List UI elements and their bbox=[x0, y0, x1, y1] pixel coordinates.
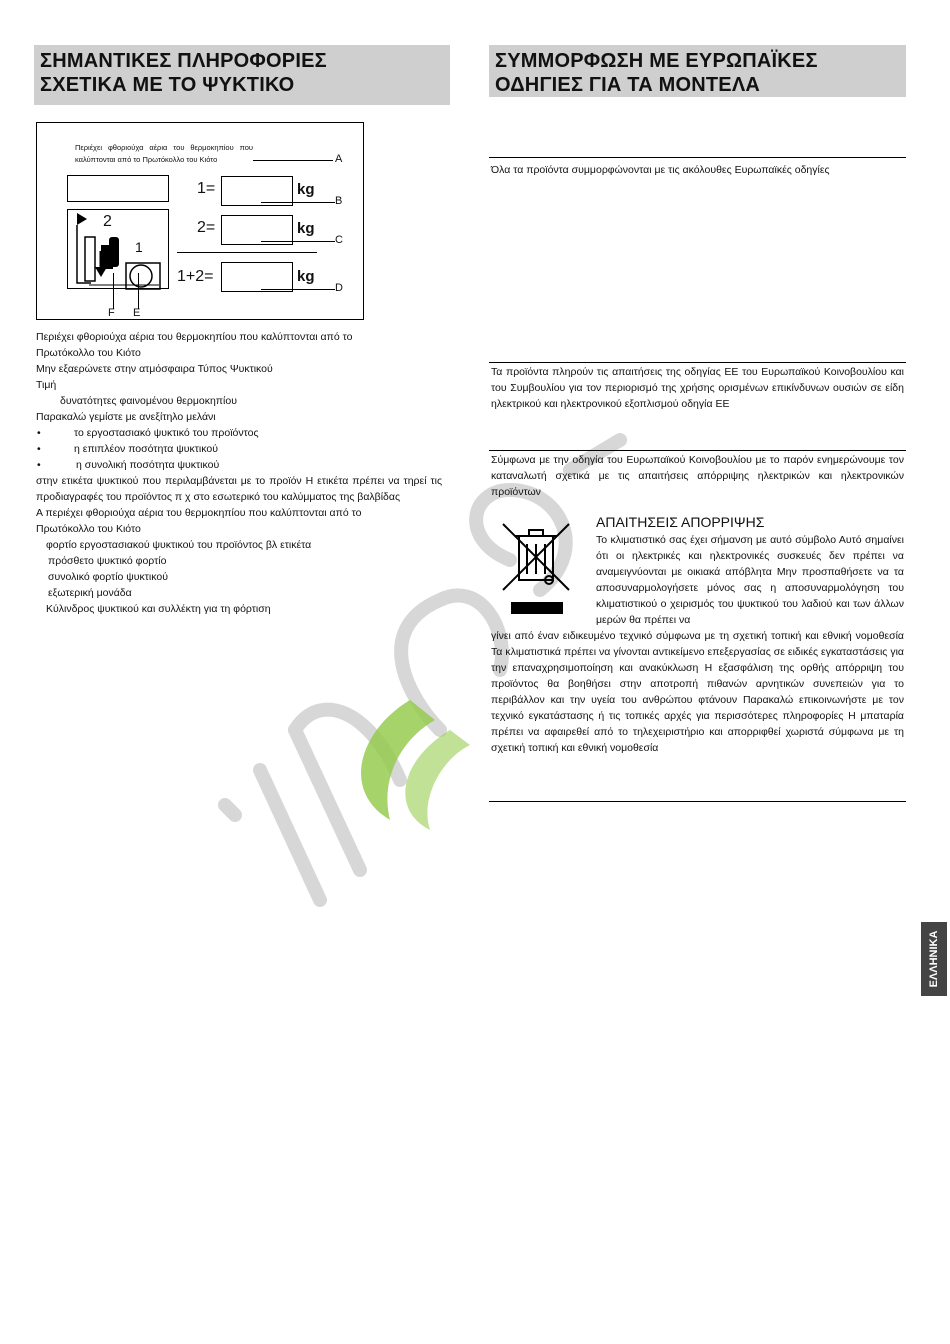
refrigerant-heading-line2: ΣΧΕΤΙΚΑ ΜΕ ΤΟ ΨΥΚΤΙΚΟ bbox=[40, 74, 295, 96]
letter-a: A bbox=[335, 153, 343, 165]
crossed-bin-icon bbox=[497, 518, 575, 618]
label-row3-unit: kg bbox=[297, 268, 315, 285]
label-row1-unit: kg bbox=[297, 181, 315, 198]
disposal-title: ΑΠΑΙΤΗΣΕΙΣ ΑΠΟΡΡΙΨΗΣ bbox=[596, 514, 765, 530]
bullet-item: • η συνολική ποσότητα ψυκτικού bbox=[36, 457, 442, 473]
disposal-text-top: Το κλιματιστικό σας έχει σήμανση με αυτό σύμβολο Αυτό σημαίνει ότι οι ηλεκτρικές και ηλεκτρονικές συσκευές δεν πρέπει να αναμειγνύονται με οικιακά απόβλητα Μην προσπαθήσετε να τα αποσυναρμολογήσετε μόνος σας η αποσυναρμολόγηση του κλιματιστικού ο χειρισμός του ψυκτικού του λαδιού και των άλλων μερών θα πρέπει να bbox=[596, 534, 904, 626]
text-line: Πρωτόκολλο του Κιότο bbox=[36, 523, 141, 535]
text-line: Α περιέχει φθοριούχα αέρια του θερμοκηπίου που καλύπτονται από το bbox=[36, 507, 362, 519]
rohs-paragraph: Τα προϊόντα πληρούν τις απαιτήσεις της οδηγίας ΕΕ του Ευρωπαϊκού Κοινοβουλίου και του Συμβουλίου για τον περιορισμό της χρήσης ορισμένων επικίνδυνων ουσιών σε είδη ηλεκτρικού και ηλεκτρονικού εξοπλισμού οδηγία ΕΕ bbox=[491, 366, 904, 410]
text-line: Πρωτόκολλο του Κιότο bbox=[36, 347, 141, 359]
letter-e: E bbox=[133, 307, 141, 319]
divider bbox=[489, 450, 906, 451]
refrigerant-heading-line1: ΣΗΜΑΝΤΙΚΕΣ ΠΛΗΡΟΦΟΡΙΕΣ bbox=[40, 50, 327, 72]
refrigerant-heading bbox=[34, 45, 450, 105]
label-row2-name: 2= bbox=[197, 219, 216, 236]
letter-b: B bbox=[335, 195, 343, 207]
divider bbox=[489, 362, 906, 363]
leader-a bbox=[253, 160, 333, 161]
text-line: δυνατότητες φαινομένου θερμοκηπίου bbox=[60, 395, 237, 407]
leader-d bbox=[261, 289, 335, 290]
weee-paragraph: Σύμφωνα με την οδηγία του Ευρωπαϊκού Κοινοβουλίου με το παρόν ενημερώνουμε τον καταναλωτή σχετικά με τις απαιτήσεις απόρριψης ηλεκτρικών και ηλεκτρονικών προϊόντων bbox=[491, 454, 904, 498]
disposal-text-rest: γίνει από έναν ειδικευμένο τεχνικό σύμφωνα με τη σχετική τοπική και εθνική νομοθεσία Τα κλιματιστικά πρέπει να γίνονται αντικείμενο επεξεργασίας σε ειδικές εγκαταστάσεις για την επαναχρησιμοποίηση και ανακύκλωση Η εξασφάλιση της ορθής απόρριψη του προϊόντος θα βοηθήσει στην αποτροπή πιθανών αρνητικών συνεπειών για το περιβάλλον και την υγεία του ανθρώπου φτάνουν Παρακαλώ επικοινωνήστε με τον τεχνικό εγκατάστασης ή τις τοπικές αρχές για περισσότερες πληροφορίες Η μπαταρία πρέπει να αφαιρεθεί από το τηλεχειριστήριο και απορριφθεί χωριστά σύμφωνα με τη σχετική τοπική και εθνική νομοθεσία bbox=[491, 630, 904, 754]
legend-item: εξωτερική μονάδα bbox=[48, 587, 132, 599]
label-row3-name: 1+2= bbox=[177, 268, 214, 285]
letter-d: D bbox=[335, 282, 343, 294]
letter-f: F bbox=[108, 307, 115, 319]
language-tab bbox=[921, 922, 947, 996]
refrigerant-text bbox=[36, 329, 442, 617]
text-line: Μην εξαερώνετε στην ατμόσφαιρα Τύπος Ψυκτικού bbox=[36, 363, 273, 375]
directives-intro: Όλα τα προϊόντα συμμορφώνονται με τις ακόλουθες Ευρωπαϊκές οδηγίες bbox=[491, 164, 830, 176]
divider bbox=[489, 157, 906, 158]
label-num-1: 1 bbox=[135, 239, 143, 255]
leader-b bbox=[261, 202, 335, 203]
legend-item: φορτίο εργοστασιακού ψυκτικού του προϊόντος βλ ετικέτα bbox=[46, 539, 312, 551]
language-tab-label: ΕΛΛΗΝΙΚΑ bbox=[928, 930, 940, 988]
label-type-box bbox=[67, 175, 169, 202]
letter-c: C bbox=[335, 234, 343, 246]
label-instructions: στην ετικέτα ψυκτικού που περιλαμβάνεται με το προϊόν Η ετικέτα πρέπει να τηρεί τις προδιαγραφές του προϊόντος π χ στο εσωτερικό του καλύμματος της βαλβίδας bbox=[36, 475, 442, 503]
legend-item: συνολικό φορτίο ψυκτικού bbox=[48, 571, 168, 583]
compliance-heading-line1: ΣΥΜΜΟΡΦΩΣΗ ΜΕ ΕΥΡΩΠΑΪΚΕΣ bbox=[495, 50, 818, 72]
bullet-item: • η επιπλέον ποσότητα ψυκτικού bbox=[36, 441, 442, 457]
compliance-heading bbox=[489, 45, 906, 97]
bullet-item: • το εργοστασιακό ψυκτικό του προϊόντος bbox=[36, 425, 442, 441]
text-line: Παρακαλώ γεμίστε με ανεξίτηλο μελάνι bbox=[36, 411, 216, 423]
label-header-text: Περιέχει φθοριούχα αέρια του θερμοκηπίου που καλύπτονται από το Πρωτόκολλο του Κιότο bbox=[75, 143, 253, 164]
label-row3-box bbox=[221, 262, 293, 292]
text-line: Περιέχει φθοριούχα αέρια του θερμοκηπίου που καλύπτονται από το bbox=[36, 331, 353, 343]
divider bbox=[489, 801, 906, 802]
leader-c bbox=[261, 241, 335, 242]
label-num-2: 2 bbox=[103, 213, 112, 230]
compliance-heading-line2: ΟΔΗΓΙΕΣ ΓΙΑ ΤΑ ΜΟΝΤΕΛΑ bbox=[495, 74, 761, 96]
refrigerant-cylinder-icon bbox=[71, 211, 171, 291]
label-row2-unit: kg bbox=[297, 220, 315, 237]
text-line: Τιμή bbox=[36, 379, 57, 391]
legend-item: πρόσθετο ψυκτικό φορτίο bbox=[48, 555, 167, 567]
refrigerant-label-diagram bbox=[36, 122, 364, 320]
legend-item: Κύλινδρος ψυκτικού και συλλέκτη για τη φόρτιση bbox=[46, 603, 271, 615]
label-row1-name: 1= bbox=[197, 180, 216, 197]
label-sum-divider bbox=[177, 252, 317, 253]
bullet-list bbox=[36, 425, 442, 473]
